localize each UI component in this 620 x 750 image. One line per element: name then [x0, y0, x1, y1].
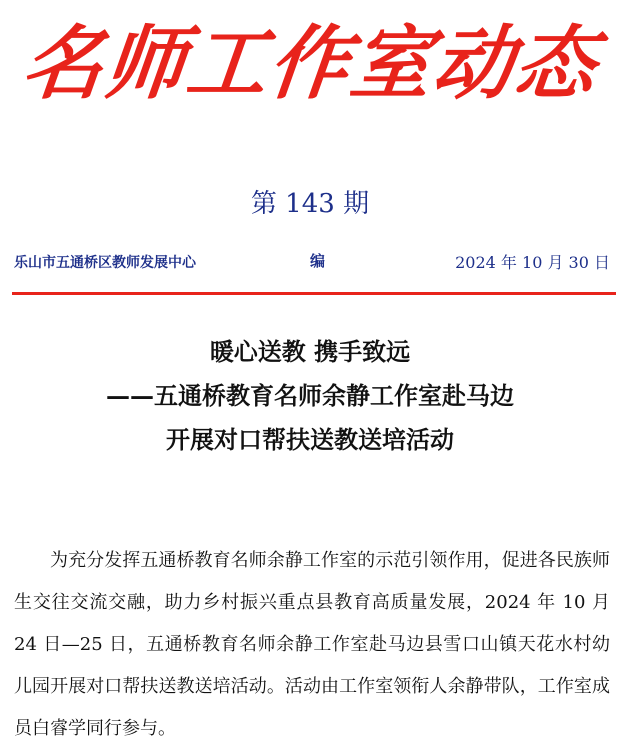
publication-date: 2024 年 10 月 30 日 [455, 253, 610, 272]
article-title [0, 330, 620, 462]
article-title-line-2: ——五通桥教育名师余静工作室赴马边 [106, 381, 514, 410]
article-paragraph: 为充分发挥五通桥教育名师余静工作室的示范引领作用，促进各民族师生交往交流交融，助力乡村振兴重点县教育高质量发展，2024 年 10 月 24 日—25 日，五通桥教育名师余静工作室赴马边县雪口山镇天花水村幼儿园开展对口帮扶送教送培活动。活动由工作室领衔人余静带队，工作室成员白睿学同行参与。 [14, 550, 611, 739]
article-title-line-1: 暖心送教 携手致远 [209, 337, 411, 366]
issue-label: 第 143 期 [250, 189, 370, 219]
masthead [0, 14, 620, 124]
article-title-line-3: 开展对口帮扶送教送培活动 [166, 425, 454, 454]
masthead-title: 名师工作室动态 [18, 17, 602, 110]
editor-organization: 乐山市五通桥区教师发展中心 [14, 255, 196, 271]
publication-meta [14, 248, 610, 274]
edit-label: 编 [310, 252, 326, 270]
header-divider [12, 292, 616, 295]
article-body [14, 540, 610, 750]
issue-number [0, 183, 620, 220]
